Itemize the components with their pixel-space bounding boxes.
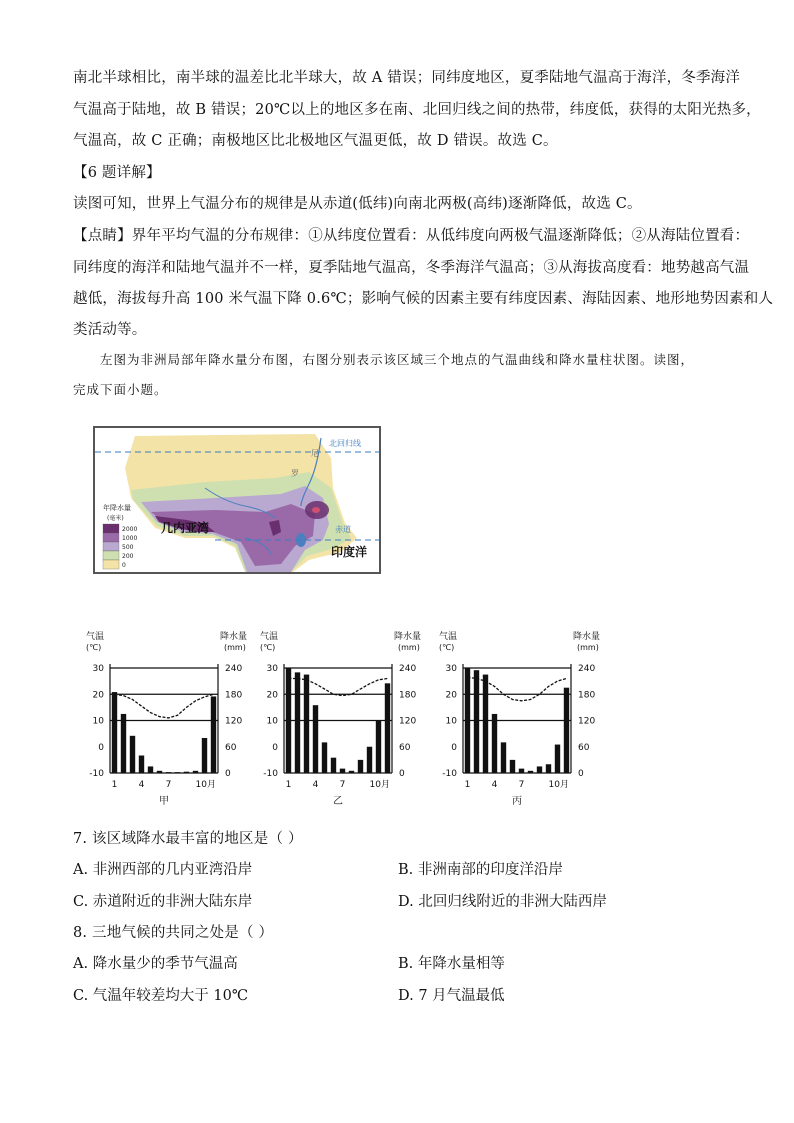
temp-tick: 20 [92, 690, 104, 701]
month-tick: 10月 [369, 780, 390, 790]
precip-bar [564, 688, 569, 773]
map-svg [95, 428, 379, 572]
precip-bar [501, 742, 506, 773]
q8-option-b[interactable]: B. 年降水量相等 [398, 956, 505, 972]
tip-line-3: 越低，海拔每升高 100 米气温下降 0.6℃；影响气候的因素主要有纬度因素、海陆因素、地形地势因素和人 [73, 291, 774, 307]
legend-value: 1000 [122, 535, 138, 542]
temp-tick: 0 [272, 742, 278, 753]
precip-tick: 0 [225, 769, 231, 779]
precip-bar [474, 670, 479, 773]
precip-bar [492, 714, 497, 773]
precip-bar [340, 769, 345, 773]
month-tick: 1 [285, 780, 292, 790]
temp-axis-unit: (℃) [439, 643, 455, 652]
precip-bar [202, 738, 207, 773]
precip-tick: 60 [399, 742, 411, 753]
precip-bar [376, 721, 381, 774]
gulf-label: 几内亚湾 [161, 521, 210, 535]
precip-tick: 120 [225, 716, 243, 727]
temp-tick: -10 [263, 769, 278, 779]
precip-bar [555, 745, 560, 773]
q7-option-a[interactable]: A. 非洲西部的几内亚湾沿岸 [73, 862, 253, 878]
precip-bar [465, 668, 470, 773]
legend-value: 500 [122, 544, 134, 551]
legend-value: 200 [122, 553, 134, 560]
precip-bar [367, 747, 372, 773]
q8-stem: 8. 三地气候的共同之处是（ ） [73, 925, 274, 941]
precip-axis-label: 降水量 [220, 632, 248, 642]
q7-option-b[interactable]: B. 非洲南部的印度洋沿岸 [398, 862, 563, 878]
temp-tick: 30 [445, 664, 457, 674]
climate-chart-jia [84, 625, 264, 810]
precip-bar [286, 668, 291, 773]
month-tick: 7 [165, 780, 172, 790]
precip-axis-unit: (mm) [398, 643, 420, 652]
legend-unit: (毫米) [107, 515, 124, 522]
q7-option-c[interactable]: C. 赤道附近的非洲大陆东岸 [73, 894, 253, 910]
precip-bar [385, 683, 390, 773]
precip-tick: 120 [578, 716, 596, 727]
temp-tick: -10 [442, 769, 457, 779]
precip-axis-label: 降水量 [394, 632, 422, 642]
precip-axis-unit: (mm) [224, 643, 246, 652]
precip-tick: 240 [225, 664, 243, 674]
temp-axis-label: 气温 [86, 632, 105, 642]
precip-bar [157, 771, 162, 773]
ocean-label: 印度洋 [331, 545, 368, 559]
precip-axis-label: 降水量 [573, 632, 601, 642]
month-tick: 7 [518, 780, 525, 790]
month-tick: 7 [339, 780, 346, 790]
legend-value: 2000 [122, 526, 138, 533]
precip-bar [483, 675, 488, 773]
precip-tick: 180 [578, 690, 596, 701]
month-tick: 4 [138, 780, 145, 790]
temp-tick: 10 [266, 716, 278, 727]
precip-bar [130, 736, 135, 773]
temp-axis-unit: (℃) [86, 643, 102, 652]
explanation-line-3: 气温高，故 C 正确；南极地区比北极地区气温更低，故 D 错误。故选 C。 [73, 133, 558, 149]
q7-stem: 7. 该区域降水最丰富的地区是（ ） [73, 831, 303, 847]
precip-tick: 60 [578, 742, 590, 753]
q8-option-d[interactable]: D. 7 月气温最低 [398, 988, 505, 1004]
precip-bar [304, 675, 309, 773]
legend-swatch [103, 524, 119, 533]
intro-line-1: 左图为非洲局部年降水量分布图，右图分别表示该区域三个地点的气温曲线和降水量柱状图。读图， [100, 352, 695, 367]
precip-bar [175, 772, 180, 773]
month-tick: 10月 [548, 780, 569, 790]
precip-axis-unit: (mm) [577, 643, 599, 652]
q8-option-c[interactable]: C. 气温年较差均大于 10℃ [73, 988, 249, 1004]
precip-bar [331, 758, 336, 773]
temp-axis-unit: (℃) [260, 643, 276, 652]
precip-bar [148, 766, 153, 773]
temp-axis-label: 气温 [439, 632, 458, 642]
intro-line-2: 完成下面小题。 [73, 382, 168, 397]
precip-bar [121, 714, 126, 773]
precip-tick: 240 [399, 664, 417, 674]
climate-chart-bing [437, 625, 617, 810]
precip-bar [313, 705, 318, 773]
temp-tick: -10 [89, 769, 104, 779]
month-tick: 4 [491, 780, 498, 790]
precip-bar [519, 769, 524, 773]
precip-bar [295, 672, 300, 773]
explanation-line-2: 气温高于陆地，故 B 错误；20℃以上的地区多在南、北回归线之间的热带，纬度低，获得的太阳光热多， [73, 102, 761, 118]
tip-line-4: 类活动等。 [73, 322, 147, 338]
precip-bar [537, 766, 542, 773]
legend-swatch [103, 533, 119, 542]
temp-line [468, 677, 567, 701]
precip-tick: 120 [399, 716, 417, 727]
month-tick: 1 [464, 780, 471, 790]
temp-tick: 30 [92, 664, 104, 674]
temp-tick: 10 [92, 716, 104, 727]
temp-tick: 0 [451, 742, 457, 753]
river-label: 罗 [291, 469, 299, 478]
precipitation-map [93, 426, 381, 574]
precip-tick: 0 [399, 769, 405, 779]
climate-chart-yi [258, 625, 438, 810]
precip-tick: 180 [399, 690, 417, 701]
precip-bar [510, 760, 515, 773]
tip-line-1: 【点睛】界年平均气温的分布规律：①从纬度位置看：从低纬度向两极气温逐渐降低；②从海陆位置看： [73, 228, 750, 244]
precip-tick: 240 [578, 664, 596, 674]
precip-bar [322, 742, 327, 773]
temp-tick: 0 [98, 742, 104, 753]
chart-title: 甲 [159, 796, 169, 807]
month-tick: 4 [312, 780, 319, 790]
temp-tick: 30 [266, 664, 278, 674]
tropic-label: 北回归线 [329, 439, 361, 448]
chart-title: 乙 [333, 796, 343, 807]
precip-bar [211, 696, 216, 773]
q7-option-d[interactable]: D. 北回归线附近的非洲大陆西岸 [398, 894, 607, 910]
nile-label: 尼 [311, 449, 319, 458]
legend-title: 年降水量 [103, 504, 131, 512]
month-tick: 1 [111, 780, 118, 790]
precip-tick: 0 [578, 769, 584, 779]
precip-bar [546, 764, 551, 773]
q6-heading: 【6 题详解】 [73, 165, 161, 181]
month-tick: 10月 [195, 780, 216, 790]
temp-line [289, 679, 388, 696]
q6-text: 读图可知，世界上气温分布的规律是从赤道(低纬)向南北两极(高纬)逐渐降低，故选 C。 [73, 196, 642, 212]
legend-value: 0 [122, 562, 126, 569]
temp-tick: 10 [445, 716, 457, 727]
precip-bar [349, 771, 354, 773]
precip-tick: 60 [225, 742, 237, 753]
precip-bar [358, 760, 363, 773]
precip-bar [139, 756, 144, 774]
legend-swatch [103, 560, 119, 569]
temp-axis-label: 气温 [260, 632, 279, 642]
chart-title: 丙 [512, 796, 522, 807]
legend-swatch [103, 542, 119, 551]
tip-line-2: 同纬度的海洋和陆地气温并不一样，夏季陆地气温高，冬季海洋气温高；③从海拔高度看：地势越高气温 [73, 260, 750, 276]
precip-bar [193, 771, 198, 773]
q8-option-a[interactable]: A. 降水量少的季节气温高 [73, 956, 238, 972]
precip-bar [528, 771, 533, 773]
explanation-line-1: 南北半球相比，南半球的温差比北半球大，故 A 错误；同纬度地区，夏季陆地气温高于海洋，冬季海洋 [73, 70, 741, 86]
legend-swatch [103, 551, 119, 560]
precip-bar [112, 692, 117, 773]
temp-line [115, 694, 214, 718]
temp-tick: 20 [445, 690, 457, 701]
precip-bar [166, 772, 171, 773]
equator-label: 赤道 [335, 525, 351, 534]
temp-tick: 20 [266, 690, 278, 701]
precip-tick: 180 [225, 690, 243, 701]
precip-bar [184, 772, 189, 773]
